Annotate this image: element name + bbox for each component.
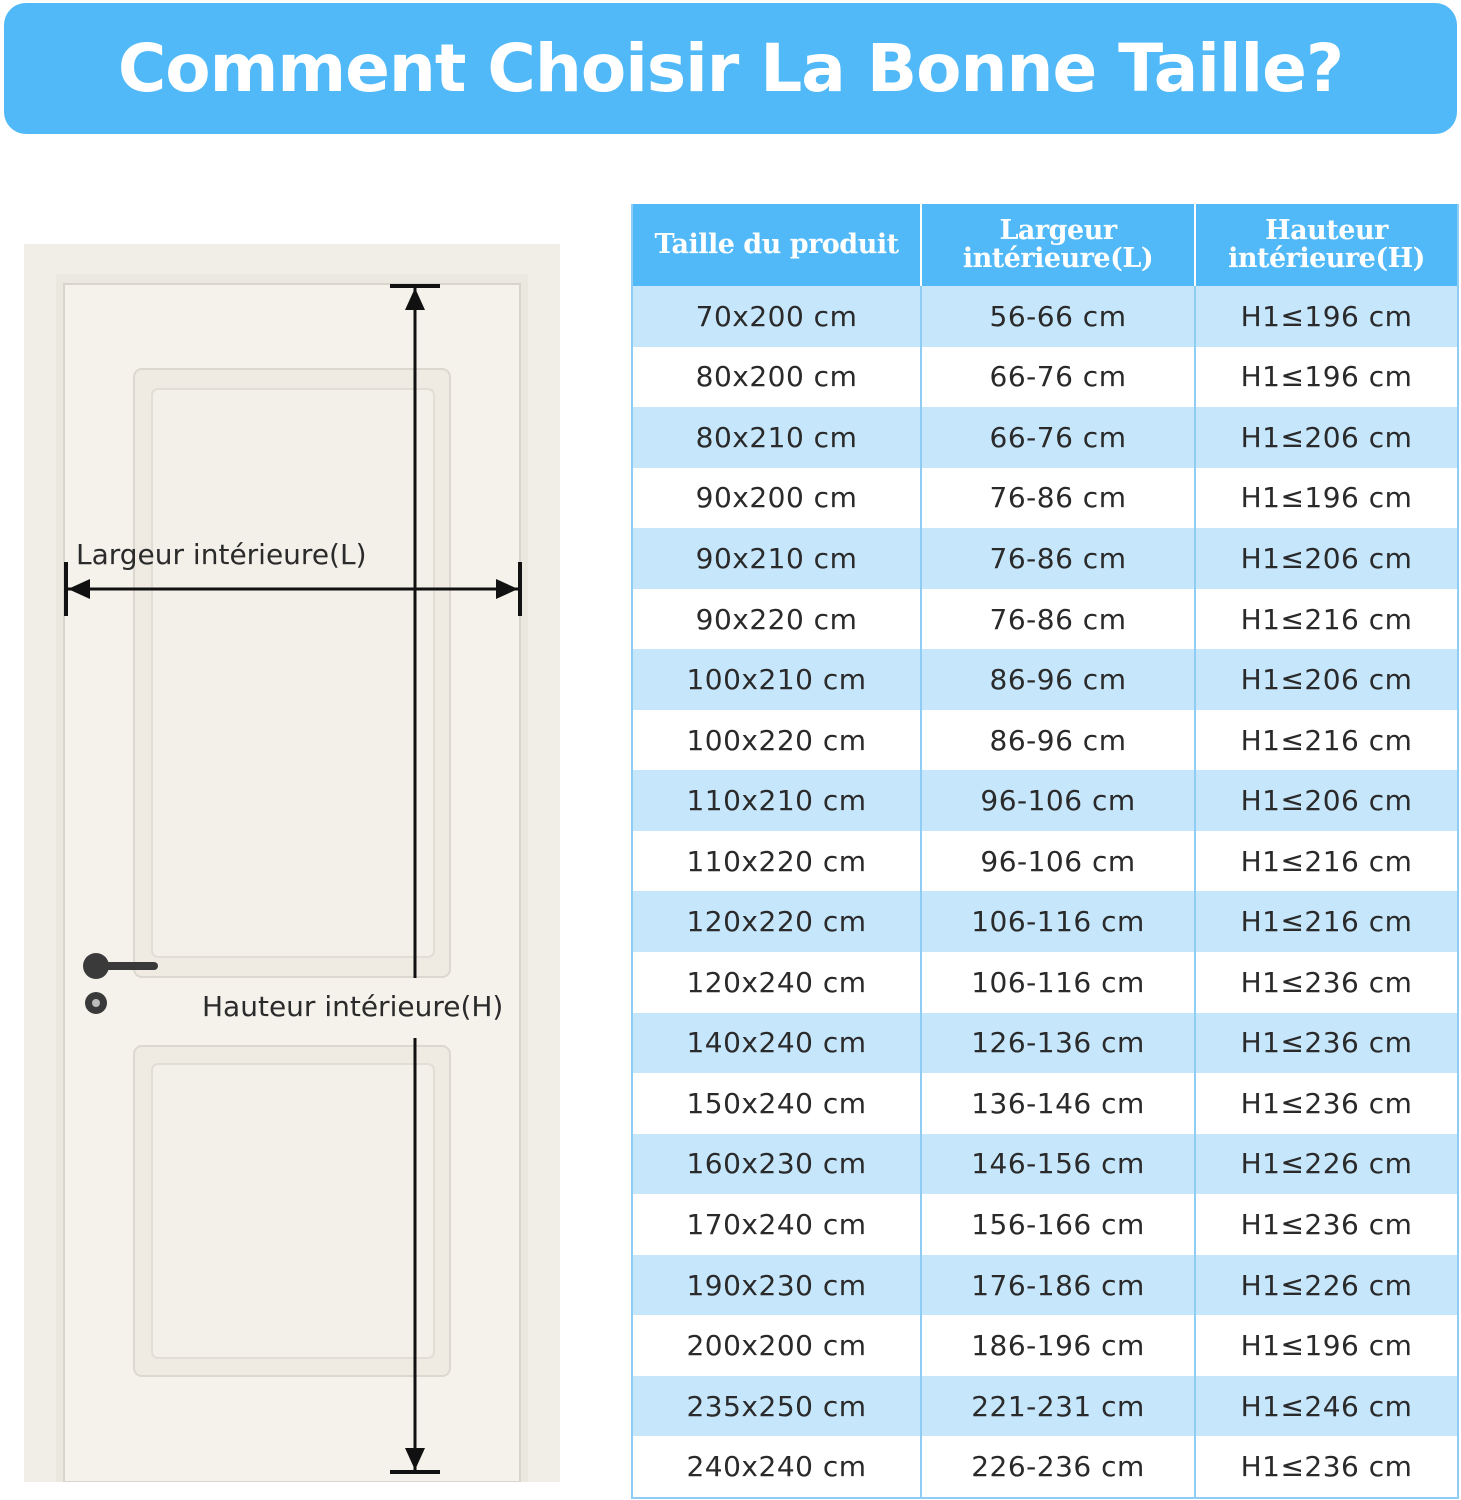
cell-inner-height: H1≤196 cm bbox=[1195, 347, 1458, 408]
table-row bbox=[632, 831, 1458, 892]
cell-inner-width: 86-96 cm bbox=[921, 649, 1195, 710]
cell-inner-width: 66-76 cm bbox=[921, 407, 1195, 468]
cell-product-size: 200x200 cm bbox=[632, 1315, 921, 1376]
table-row bbox=[632, 407, 1458, 468]
upper-panel-inset bbox=[152, 389, 434, 957]
cell-inner-height: H1≤196 cm bbox=[1195, 286, 1458, 347]
cell-inner-height: H1≤216 cm bbox=[1195, 831, 1458, 892]
cell-inner-width: 146-156 cm bbox=[921, 1134, 1195, 1195]
cell-inner-width: 226-236 cm bbox=[921, 1436, 1195, 1498]
cell-product-size: 70x200 cm bbox=[632, 286, 921, 347]
cell-inner-width: 66-76 cm bbox=[921, 347, 1195, 408]
cell-product-size: 140x240 cm bbox=[632, 1013, 921, 1074]
table-row bbox=[632, 286, 1458, 347]
cell-inner-width: 126-136 cm bbox=[921, 1013, 1195, 1074]
cell-inner-width: 56-66 cm bbox=[921, 286, 1195, 347]
cell-product-size: 80x210 cm bbox=[632, 407, 921, 468]
door-illustration bbox=[24, 244, 560, 1482]
table-row bbox=[632, 468, 1458, 529]
cell-product-size: 120x240 cm bbox=[632, 952, 921, 1013]
cell-inner-height: H1≤216 cm bbox=[1195, 710, 1458, 771]
cell-inner-width: 136-146 cm bbox=[921, 1073, 1195, 1134]
cell-inner-width: 106-116 cm bbox=[921, 891, 1195, 952]
cell-product-size: 100x220 cm bbox=[632, 710, 921, 771]
cell-inner-height: H1≤246 cm bbox=[1195, 1376, 1458, 1437]
table-row bbox=[632, 1376, 1458, 1437]
table-header-row bbox=[632, 204, 1458, 286]
width-label: Largeur intérieure(L) bbox=[76, 538, 367, 571]
table-row bbox=[632, 1436, 1458, 1498]
cell-inner-width: 176-186 cm bbox=[921, 1255, 1195, 1316]
cell-inner-height: H1≤236 cm bbox=[1195, 1194, 1458, 1255]
cell-inner-height: H1≤236 cm bbox=[1195, 952, 1458, 1013]
table-row bbox=[632, 589, 1458, 650]
table-row bbox=[632, 528, 1458, 589]
header-inner-height: Hauteur intérieure(H) bbox=[1195, 204, 1458, 286]
cell-inner-height: H1≤236 cm bbox=[1195, 1013, 1458, 1074]
cell-inner-height: H1≤206 cm bbox=[1195, 528, 1458, 589]
cell-product-size: 100x210 cm bbox=[632, 649, 921, 710]
height-label: Hauteur intérieure(H) bbox=[202, 990, 504, 1023]
cell-inner-width: 96-106 cm bbox=[921, 770, 1195, 831]
table-body bbox=[632, 286, 1458, 1498]
cell-inner-height: H1≤216 cm bbox=[1195, 891, 1458, 952]
table-row bbox=[632, 347, 1458, 408]
header-product-size: Taille du produit bbox=[632, 204, 921, 286]
cell-product-size: 80x200 cm bbox=[632, 347, 921, 408]
cell-product-size: 235x250 cm bbox=[632, 1376, 921, 1437]
cell-inner-width: 96-106 cm bbox=[921, 831, 1195, 892]
title-banner bbox=[4, 3, 1457, 134]
table-row bbox=[632, 1315, 1458, 1376]
cell-inner-width: 106-116 cm bbox=[921, 952, 1195, 1013]
page-title: Comment Choisir La Bonne Taille? bbox=[117, 30, 1344, 107]
table-row bbox=[632, 952, 1458, 1013]
handle-lever bbox=[96, 962, 158, 970]
cell-inner-height: H1≤236 cm bbox=[1195, 1073, 1458, 1134]
table-row bbox=[632, 1073, 1458, 1134]
cell-inner-height: H1≤236 cm bbox=[1195, 1436, 1458, 1498]
cell-inner-width: 156-166 cm bbox=[921, 1194, 1195, 1255]
cell-inner-height: H1≤216 cm bbox=[1195, 589, 1458, 650]
cell-inner-width: 76-86 cm bbox=[921, 528, 1195, 589]
cell-inner-width: 86-96 cm bbox=[921, 710, 1195, 771]
table-row bbox=[632, 1255, 1458, 1316]
cell-inner-width: 186-196 cm bbox=[921, 1315, 1195, 1376]
cell-inner-height: H1≤206 cm bbox=[1195, 649, 1458, 710]
table-row bbox=[632, 891, 1458, 952]
table-row bbox=[632, 710, 1458, 771]
cell-product-size: 90x200 cm bbox=[632, 468, 921, 529]
lower-panel-inset bbox=[152, 1064, 434, 1358]
cell-inner-height: H1≤206 cm bbox=[1195, 407, 1458, 468]
table-row bbox=[632, 649, 1458, 710]
cell-product-size: 160x230 cm bbox=[632, 1134, 921, 1195]
cell-inner-width: 76-86 cm bbox=[921, 589, 1195, 650]
cell-product-size: 190x230 cm bbox=[632, 1255, 921, 1316]
table-row bbox=[632, 1194, 1458, 1255]
cell-inner-height: H1≤226 cm bbox=[1195, 1255, 1458, 1316]
cell-inner-height: H1≤226 cm bbox=[1195, 1134, 1458, 1195]
cell-product-size: 90x220 cm bbox=[632, 589, 921, 650]
table-row bbox=[632, 770, 1458, 831]
lock-keyhole bbox=[92, 999, 100, 1007]
table-row bbox=[632, 1013, 1458, 1074]
door-diagram bbox=[24, 244, 560, 1482]
cell-inner-height: H1≤206 cm bbox=[1195, 770, 1458, 831]
cell-product-size: 240x240 cm bbox=[632, 1436, 921, 1498]
cell-product-size: 110x220 cm bbox=[632, 831, 921, 892]
cell-product-size: 90x210 cm bbox=[632, 528, 921, 589]
cell-inner-width: 76-86 cm bbox=[921, 468, 1195, 529]
header-inner-width: Largeur intérieure(L) bbox=[921, 204, 1195, 286]
size-table bbox=[631, 204, 1459, 1499]
cell-product-size: 150x240 cm bbox=[632, 1073, 921, 1134]
cell-product-size: 120x220 cm bbox=[632, 891, 921, 952]
cell-product-size: 170x240 cm bbox=[632, 1194, 921, 1255]
cell-inner-height: H1≤196 cm bbox=[1195, 1315, 1458, 1376]
table-row bbox=[632, 1134, 1458, 1195]
cell-product-size: 110x210 cm bbox=[632, 770, 921, 831]
cell-inner-width: 221-231 cm bbox=[921, 1376, 1195, 1437]
cell-inner-height: H1≤196 cm bbox=[1195, 468, 1458, 529]
